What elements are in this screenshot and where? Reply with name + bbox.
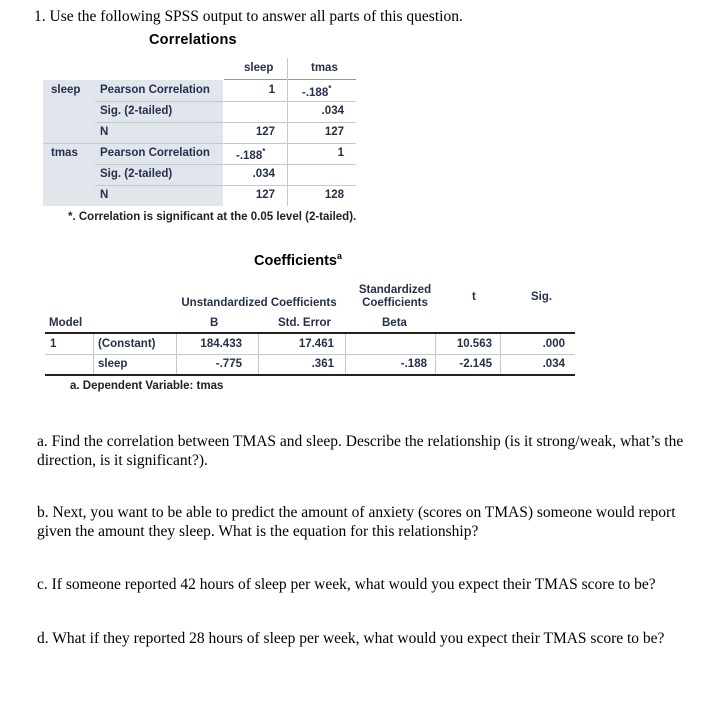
corr-col-header-tmas: tmas (311, 62, 338, 74)
corr-sig-star: * (262, 147, 266, 156)
coef-term: (Constant) (98, 338, 156, 350)
corr-value: 1 (268, 84, 275, 96)
coef-se: 17.461 (298, 338, 334, 350)
coef-beta: -.188 (400, 358, 427, 370)
corr-stat: N (100, 126, 109, 138)
corr-value: -.188* (236, 147, 266, 162)
question-a: a. Find the correlation between TMAS and sleep. Describe the relationship (is it strong/weak, what’s the direction, is it significant?). (37, 433, 684, 469)
coefficients-title: Coefficients$^a$ (254, 251, 343, 269)
corr-stat: Sig. (2-tailed) (100, 105, 173, 117)
coef-header-se: Std. Error (278, 317, 332, 329)
corr-var-tmas: tmas (51, 147, 78, 159)
question-d: d. What if they reported 28 hours of sleep per week, what would you expect their TMAS score to be? (37, 630, 665, 647)
corr-value: -.188* (302, 84, 332, 99)
corr-value: .034 (252, 168, 275, 180)
coef-sig: .034 (542, 358, 565, 370)
coef-t: -2.145 (459, 358, 492, 370)
corr-sig-star: * (328, 84, 332, 93)
coef-header-sig: Sig. (531, 291, 553, 303)
corr-value: 127 (255, 126, 275, 138)
corr-stat: Pearson Correlation (100, 84, 210, 96)
correlations-footnote: *. Correlation is significant at the 0.05 level (2-tailed). (68, 211, 357, 223)
question-c: c. If someone reported 42 hours of sleep per week, what would you expect their TMAS score to be? (37, 576, 656, 593)
coef-b: 184.433 (200, 338, 242, 350)
corr-var-sleep: sleep (51, 84, 81, 96)
corr-value: 1 (337, 147, 344, 159)
corr-value: 127 (324, 126, 344, 138)
correlations-title: Correlations (149, 32, 237, 48)
question-title: 1. Use the following SPSS output to answer all parts of this question. (34, 8, 463, 25)
coef-header-unstd: Unstandardized Coefficients (181, 297, 337, 309)
coef-header-b: B (210, 317, 219, 329)
coefficients-footnote: a. Dependent Variable: tmas (70, 380, 224, 392)
coef-model: 1 (50, 338, 57, 350)
coef-sig: .000 (542, 338, 565, 350)
coef-header-model: Model (49, 317, 83, 329)
corr-col-header-sleep: sleep (244, 62, 274, 74)
coef-b: -.775 (215, 358, 242, 370)
coef-header-beta: Beta (382, 317, 407, 329)
coef-se: .361 (311, 358, 334, 370)
coef-header-std: Standardized Coefficients (358, 284, 432, 309)
corr-value: 127 (255, 189, 275, 201)
corr-stat: Sig. (2-tailed) (100, 168, 173, 180)
coef-t: 10.563 (456, 338, 492, 350)
coef-term: sleep (98, 358, 128, 370)
coef-header-t: t (472, 291, 476, 303)
corr-value: 128 (324, 189, 344, 201)
corr-value: .034 (321, 105, 344, 117)
corr-stat: Pearson Correlation (100, 147, 210, 159)
corr-stat: N (100, 189, 109, 201)
question-b: b. Next, you want to be able to predict the amount of anxiety (scores on TMAS) someone would report given the amount they sleep. What is the equation for this relationship? (37, 504, 676, 540)
